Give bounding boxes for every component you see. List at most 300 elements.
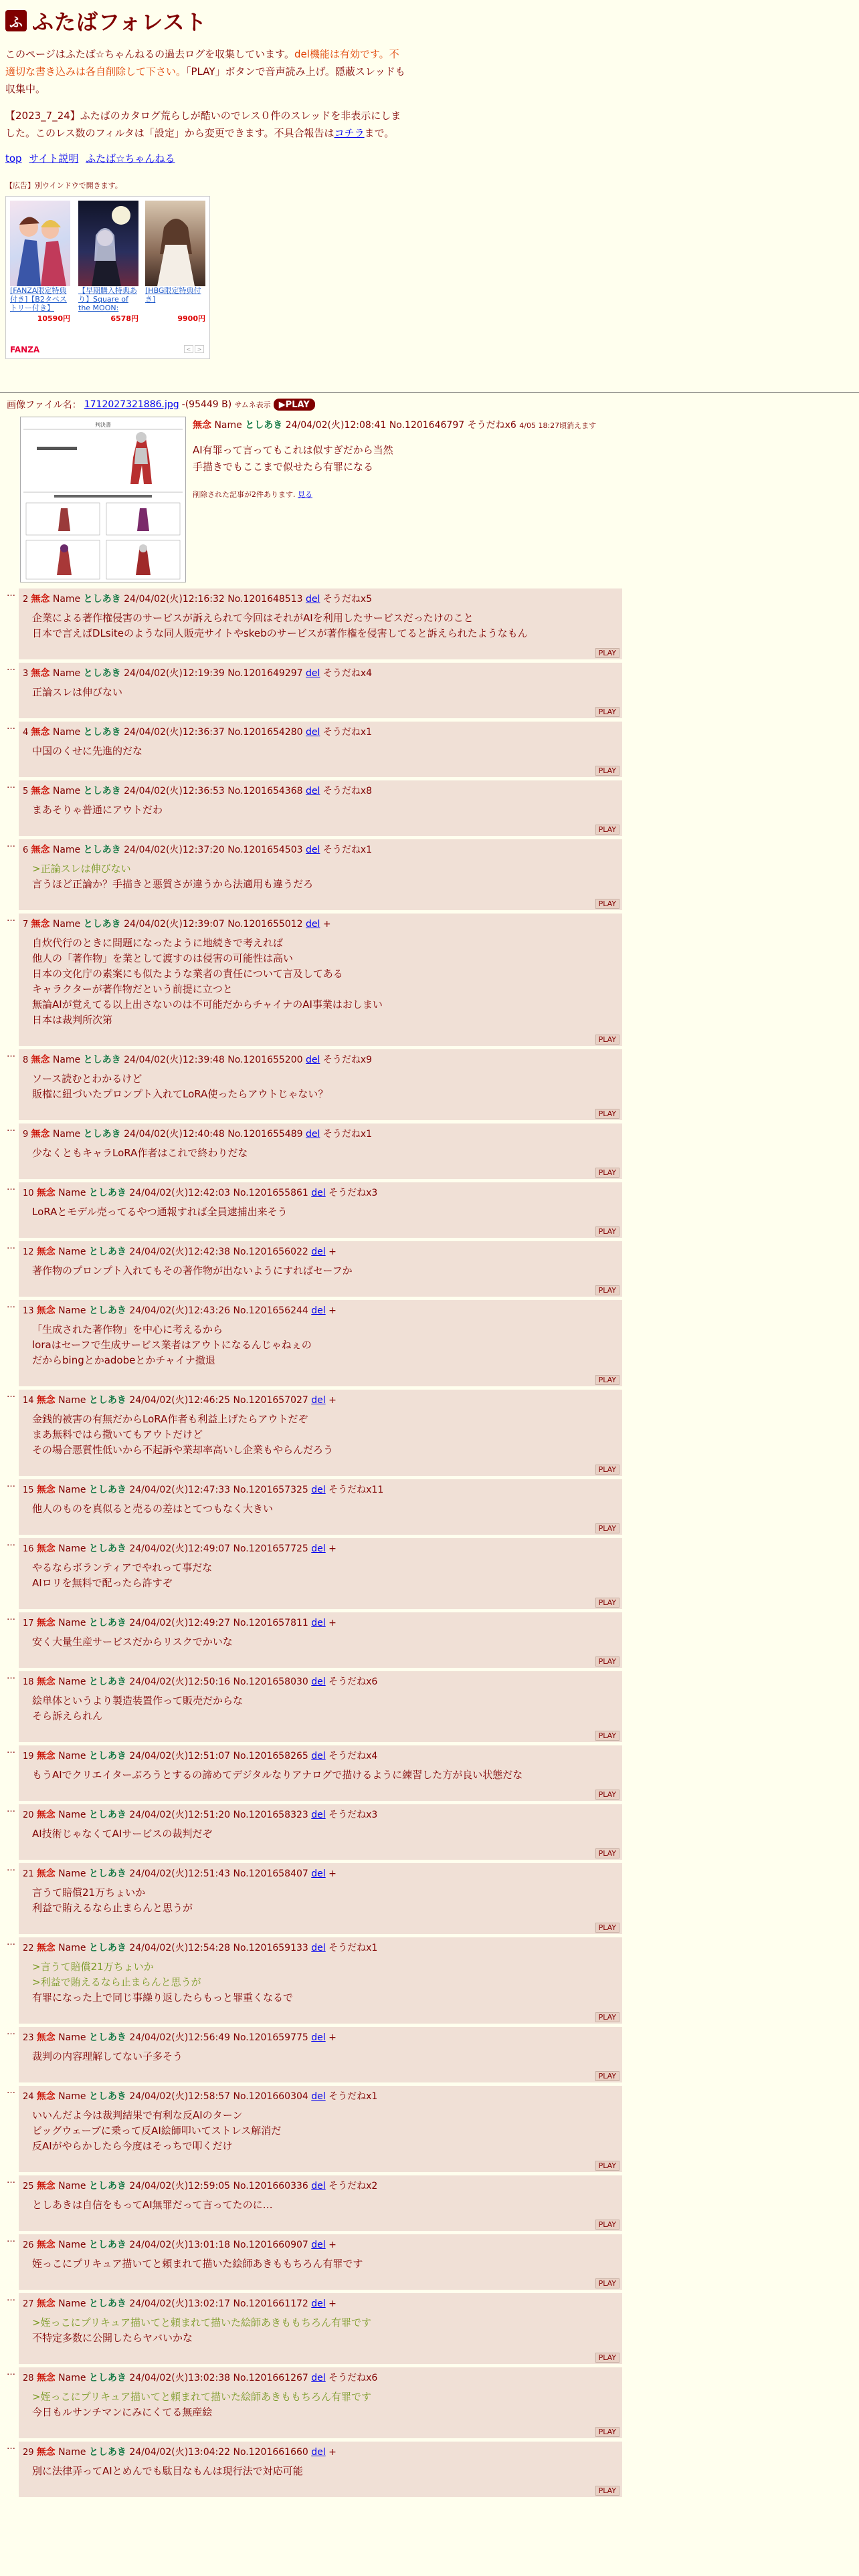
reply-datetime: 24/04/02(火)12:43:26 [129,1305,231,1316]
reply-play-button[interactable]: PLAY [595,2353,619,2363]
reply-marker: … [7,663,15,673]
reply-line: キャラクターが著作物だという前提に立つと [32,983,233,995]
play-button[interactable]: ▶PLAY [274,399,315,411]
reply-number: 10 [23,1188,37,1198]
top-link[interactable]: top [5,152,22,165]
reply-play-button[interactable]: PLAY [595,1656,619,1667]
reply-play-button[interactable]: PLAY [595,707,619,717]
reply-header [19,1612,622,1629]
op-body [193,442,393,475]
reply-post [7,1863,622,1934]
reply-marker: … [7,2086,15,2096]
op-subject: 無念 [193,420,211,431]
reply-number: 26 [23,2240,37,2250]
reply-datetime: 24/04/02(火)13:02:17 [129,2298,231,2309]
delete-link[interactable]: del [306,786,320,796]
sodane-button[interactable]: そうだねx11 [328,1485,384,1495]
reply-header [19,1300,622,1317]
sodane-button[interactable]: そうだねx3 [328,1810,378,1820]
op-name-label: Name [214,420,242,431]
reply-box [19,1538,622,1609]
reply-subject: 無念 [31,1129,50,1140]
delete-link[interactable]: del [306,594,320,605]
reply-name-label: Name [58,1395,86,1406]
op-thumbnail[interactable] [20,417,186,582]
reply-play-button[interactable]: PLAY [595,1523,619,1533]
delete-link[interactable]: del [311,2240,326,2250]
reply-name: としあき [88,1751,126,1761]
reply-datetime: 24/04/02(火)12:19:39 [124,668,225,679]
sodane-button[interactable]: + [328,1395,337,1406]
reply-play-button[interactable]: PLAY [595,2071,619,2081]
reply-datetime: 24/04/02(火)12:58:57 [129,2091,231,2102]
ad-image-1[interactable] [10,201,70,286]
reply-subject: 無念 [31,668,50,679]
delete-link[interactable]: del [306,919,320,930]
reply-post [7,2367,622,2438]
reply-name-label: Name [52,845,81,855]
delete-link[interactable]: del [306,1129,320,1140]
ad-text-3[interactable]: [HBG限定特典付き] [145,286,201,304]
reply-play-button[interactable]: PLAY [595,766,619,776]
reply-line: 絵単体というより製造装置作って販売だからな [32,1695,244,1707]
reply-subject: 無念 [36,1751,56,1761]
deleted-note [193,489,312,500]
reply-box [19,1479,622,1535]
reply-body [19,1066,622,1102]
reply-post [7,1804,622,1860]
reply-play-button[interactable]: PLAY [595,1375,619,1385]
reply-line: 企業による著作権侵害のサービスが訴えられて今回はそれがAIを利用したサービスだったけのこと [32,612,474,624]
reply-number: 21 [23,1869,37,1879]
reply-post-no: No.1201657325 [233,1485,308,1495]
reply-body [19,1317,622,1368]
delete-link[interactable]: del [311,2373,326,2383]
sodane-button[interactable]: そうだねx1 [322,845,373,855]
reply-subject: 無念 [36,1810,56,1820]
sodane-button[interactable]: + [328,1543,337,1554]
reply-number: 9 [23,1130,31,1140]
reply-marker: … [7,1745,15,1755]
reply-line: 著作物のプロンプト入れてもその著作物が出ないようにすればセーフか [32,1265,353,1277]
delete-link[interactable]: del [311,1305,326,1316]
reply-post-no: No.1201657811 [233,1618,308,1628]
reply-name: としあき [88,2091,126,2102]
intro-line-1c: 「PLAY」ボタンで音声読み上げ。隠蔽スレッドも収集中。 [5,66,405,95]
reply-number: 29 [23,2448,37,2458]
ad-image-3[interactable] [145,201,205,286]
reply-line: 有罪になった上で同じ事繰り返したらもっと罪重くなるで [32,1992,293,2004]
reply-subject: 無念 [36,2181,56,2191]
reply-subject: 無念 [36,1943,56,1953]
reply-name-label: Name [58,2240,86,2250]
sodane-button[interactable]: そうだねx1 [322,1129,373,1140]
reply-subject: 無念 [31,1055,50,1065]
reply-datetime: 24/04/02(火)12:39:48 [124,1055,225,1065]
reply-box [19,1804,622,1860]
reply-name-label: Name [52,668,81,679]
delete-link[interactable]: del [306,1055,320,1065]
reply-header [19,1049,622,1066]
reply-play-button[interactable]: PLAY [595,2161,619,2171]
reply-play-button[interactable]: PLAY [595,1226,619,1237]
reply-play-button[interactable]: PLAY [595,2427,619,2437]
reply-post-no: No.1201654503 [227,845,303,855]
sodane-button[interactable]: + [328,1868,337,1879]
reply-datetime: 24/04/02(火)12:16:32 [124,594,225,605]
reply-play-button[interactable]: PLAY [595,1109,619,1119]
reply-marker: … [7,1479,15,1489]
sodane-button[interactable]: そうだねx4 [322,668,373,679]
reply-marker: … [7,1671,15,1681]
reply-datetime: 24/04/02(火)12:49:07 [129,1543,231,1554]
reply-box [19,1863,622,1934]
sodane-button[interactable]: そうだねx5 [322,594,373,605]
ad-image-2[interactable] [78,201,138,286]
reply-line: そら訴えられん [32,1710,103,1722]
reply-play-button[interactable]: PLAY [595,2220,619,2230]
reply-box [19,780,622,836]
reply-number: 12 [23,1247,37,1257]
reply-marker: … [7,1804,15,1814]
reply-name-label: Name [52,1055,81,1065]
thread-op [7,398,856,499]
reply-post-no: No.1201660304 [233,2091,308,2102]
reply-line: 姪っこにプリキュア描いてと頼まれて描いた絵師あきももちろん有罪です [32,2258,363,2270]
reply-body [19,1140,622,1161]
sodane-button[interactable]: そうだねx3 [328,1188,378,1198]
reply-name-label: Name [58,1618,86,1628]
reply-datetime: 24/04/02(火)12:40:48 [124,1129,225,1140]
delete-link[interactable]: del [311,1943,326,1953]
op-sodane[interactable]: そうだねx6 [467,420,516,431]
sodane-button[interactable]: そうだねx6 [328,1677,378,1687]
reply-body [19,2251,622,2272]
reply-marker: … [7,2293,15,2303]
reply-post [7,1123,622,1179]
reply-post-no: No.1201654368 [227,786,303,796]
reply-post [7,1538,622,1609]
reply-play-button[interactable]: PLAY [595,1848,619,1858]
reply-post [7,1745,622,1801]
sodane-button[interactable]: + [328,1618,337,1628]
reply-play-button[interactable]: PLAY [595,1035,619,1045]
reply-play-button[interactable]: PLAY [595,1168,619,1178]
reply-body [19,2044,622,2064]
reply-number: 7 [23,920,31,930]
site-title: ふたばフォレスト [32,9,207,35]
ad-box[interactable] [5,196,210,359]
reply-post-no: No.1201661172 [233,2298,308,2309]
delete-link[interactable]: del [311,1485,326,1495]
ad-text-1[interactable]: [FANZA限定特典付き]【B2タペストリー付き】 [10,286,67,312]
reply-subject: 無念 [36,2298,56,2309]
reply-marker: … [7,2027,15,2037]
reply-play-button[interactable]: PLAY [595,899,619,909]
reply-body [19,2458,622,2479]
reply-body [19,738,622,759]
reply-box [19,1300,622,1386]
reply-subject: 無念 [36,2447,56,2458]
thumb-note: サムネ表示 [234,401,271,409]
reply-subject: 無念 [31,845,50,855]
reply-marker: … [7,839,15,849]
reply-number: 4 [23,728,31,738]
intro-line-1a: このページはふたば☆ちゃんねるの過去ログを収集しています。 [5,48,294,60]
reply-play-button[interactable]: PLAY [595,825,619,835]
reply-name: としあき [88,1188,126,1198]
delete-link[interactable]: del [311,1677,326,1687]
reply-post [7,2027,622,2082]
sodane-button[interactable]: + [328,2240,337,2250]
quote-line: >姪っこにプリキュア描いてと頼まれて描いた絵師あきももちろん有罪です [32,2391,371,2403]
reply-line: 言うほど正論か？手描きと悪質さが違うから法適用も違うだろ [32,878,314,890]
delete-link[interactable]: del [311,1810,326,1820]
delete-link[interactable]: del [311,1868,326,1879]
reply-subject: 無念 [31,919,50,930]
reply-number: 14 [23,1396,37,1406]
reply-subject: 無念 [36,1485,56,1495]
reply-play-button[interactable]: PLAY [595,648,619,658]
reply-name: としあき [88,2181,126,2191]
thread-divider [0,392,859,393]
reply-box [19,2234,622,2290]
sodane-button[interactable]: そうだねx6 [328,2373,378,2383]
reply-datetime: 24/04/02(火)12:59:05 [129,2181,231,2191]
quote-line: >正論スレは伸びない [32,863,131,875]
site-logo-icon[interactable]: ふ [5,10,27,31]
ad-brand-logo: FANZA [10,345,40,354]
reply-name: としあき [83,668,121,679]
reply-line: 中国のくせに先進的だな [32,745,143,757]
reply-post-no: No.1201655489 [227,1129,303,1140]
reply-play-button[interactable]: PLAY [595,1790,619,1800]
reply-name-label: Name [58,2447,86,2458]
file-label: 画像ファイル名： [7,400,82,411]
quote-line: >言うて賠償21万ちょいか [32,1961,154,1973]
reply-marker: … [7,780,15,790]
reply-marker: … [7,2175,15,2185]
svg-text:判決書: 判決書 [95,422,111,428]
reply-datetime: 24/04/02(火)12:36:37 [124,727,225,738]
reply-post-no: No.1201656244 [233,1305,308,1316]
reply-play-button[interactable]: PLAY [595,1731,619,1741]
sodane-button[interactable]: そうだねx8 [322,786,373,796]
reply-line: 正論スレは伸びない [32,686,123,698]
notice-body: 【2023_7_24】ふたばのカタログ荒らしが酷いのでレス０件のスレッドを非表示にしました。このレス数のフィルタは「設定」から変更できます。不具合報告は [5,110,401,139]
reply-name-label: Name [58,2298,86,2309]
reply-marker: … [7,1863,15,1873]
reply-play-button[interactable]: PLAY [595,2486,619,2496]
delete-link[interactable]: del [311,2091,326,2102]
delete-link[interactable]: del [306,845,320,855]
deleted-note-text: 削除された記事が2件あります. [193,490,296,499]
sodane-button[interactable]: + [328,2032,337,2043]
reply-post-no: No.1201657027 [233,1395,308,1406]
reply-play-button[interactable]: PLAY [595,2278,619,2288]
nav-links [5,151,852,165]
reply-box [19,839,622,910]
sodane-button[interactable]: そうだねx1 [328,1943,378,1953]
reply-subject: 無念 [36,1543,56,1554]
show-deleted-link[interactable]: 見る [298,490,312,499]
file-info [7,398,856,411]
reply-name: としあき [83,1055,121,1065]
page-header [0,0,859,359]
reply-name: としあき [83,1129,121,1140]
delete-link[interactable]: del [311,2032,326,2043]
delete-link[interactable]: del [311,1618,326,1628]
reply-name-label: Name [58,1543,86,1554]
reply-marker: … [7,1123,15,1134]
reply-line: いいんだよ今は裁判結果で有利な反AIのターン [32,2109,243,2121]
reply-play-button[interactable]: PLAY [595,1598,619,1608]
file-link[interactable]: 1712027321886.jpg [84,399,179,410]
ad-prev-icon[interactable]: < [184,345,193,353]
reply-name: としあき [88,1618,126,1628]
reply-post-no: No.1201657725 [233,1543,308,1554]
reply-header [19,2234,622,2251]
reply-line: 別に法律弄ってAIとめんでも駄目なもんは現行法で対応可能 [32,2465,303,2477]
reply-header [19,1671,622,1688]
reply-header [19,1538,622,1555]
sodane-button[interactable]: + [322,919,331,930]
ad-text-2[interactable]: 【早期購入特典あり】Square of the MOON: [78,286,137,312]
reply-marker: … [7,2442,15,2452]
reply-body [19,605,622,641]
reply-box [19,1671,622,1742]
reply-datetime: 24/04/02(火)12:36:53 [124,786,225,796]
reply-header [19,1745,622,1762]
delete-link[interactable]: del [311,1188,326,1198]
delete-link[interactable]: del [311,1543,326,1554]
op-datetime: 24/04/02(火)12:08:41 [285,420,387,431]
notice-end: まで。 [364,127,395,139]
delete-link[interactable]: del [311,1395,326,1406]
reply-line: 自炊代行のときに問題になったように地続きで考えれば [32,937,284,949]
quote-line: >姪っこにプリキュア描いてと頼まれて描いた絵師あきももちろん有罪です [32,2317,371,2329]
ad-price-2: 6578円 [110,314,138,323]
sodane-button[interactable]: そうだねx2 [328,2181,378,2191]
reply-post-no: No.1201656022 [233,1247,308,1257]
reply-name-label: Name [52,1129,81,1140]
sodane-button[interactable]: そうだねx4 [328,1751,378,1761]
reply-post [7,914,622,1046]
futaba-link[interactable]: ふたば☆ちゃんねる [86,152,175,165]
reply-name-label: Name [58,1305,86,1316]
sodane-button[interactable]: + [328,1305,337,1316]
reply-line: 利益で賄えるなら止まらんと思うが [32,1902,193,1914]
reply-post-no: No.1201658407 [233,1868,308,1879]
reply-play-button[interactable]: PLAY [595,1923,619,1933]
reply-header [19,1390,622,1406]
ad-label: 【広告】別ウインドウで開きます。 [5,181,122,190]
reply-subject: 無念 [36,1247,56,1257]
reply-name-label: Name [58,2091,86,2102]
reply-header [19,722,622,738]
reply-header [19,2086,622,2103]
reply-name-label: Name [58,2373,86,2383]
reply-play-button[interactable]: PLAY [595,2012,619,2022]
reply-number: 17 [23,1618,37,1628]
ad-next-icon[interactable]: > [195,345,204,353]
reply-line: ソース読むとわかるけど [32,1073,142,1085]
delete-link[interactable]: del [311,1751,326,1761]
reply-line: 日本の文化庁の素案にも似たような業者の責任について言及してある [32,968,343,980]
delete-link[interactable]: del [311,2447,326,2458]
reply-post [7,2293,622,2364]
sodane-button[interactable]: + [328,2447,337,2458]
reply-marker: … [7,2234,15,2244]
reply-name-label: Name [58,1751,86,1761]
reply-box [19,722,622,777]
reply-play-button[interactable]: PLAY [595,1285,619,1295]
reply-post [7,1612,622,1668]
reply-name-label: Name [52,594,81,605]
reply-line: 反AIがやらかしたら今度はそっちで叩くだけ [32,2140,233,2152]
reply-name: としあき [83,594,121,605]
report-link[interactable]: コチラ [334,127,365,139]
delete-link[interactable]: del [311,2181,326,2191]
delete-link[interactable]: del [311,1247,326,1257]
reply-body [19,1496,622,1517]
reply-line: AI技術じゃなくてAIサービスの裁判だぞ [32,1828,213,1840]
reply-subject: 無念 [36,2091,56,2102]
reply-number: 8 [23,1055,31,1065]
reply-post [7,1671,622,1742]
reply-line: もうAIでクリエイターぶろうとするの諦めてデジタルなりアナログで描けるように練習した方が良い状態だな [32,1769,523,1781]
sodane-button[interactable]: そうだねx9 [322,1055,373,1065]
site-description-link[interactable]: サイト説明 [29,152,79,165]
delete-link[interactable]: del [306,668,320,679]
sodane-button[interactable]: + [328,2298,337,2309]
reply-name: としあき [88,1677,126,1687]
reply-body [19,679,622,700]
reply-datetime: 24/04/02(火)12:46:25 [129,1395,231,1406]
reply-play-button[interactable]: PLAY [595,1465,619,1475]
delete-link[interactable]: del [306,727,320,738]
reply-post-no: No.1201655861 [233,1188,308,1198]
reply-line: 安く大量生産サービスだからリスクでかいな [32,1636,233,1648]
reply-body [19,1258,622,1279]
delete-link[interactable]: del [311,2298,326,2309]
reply-name: としあき [83,919,121,930]
reply-line: まあ無料ではら撒いてもアウトだけど [32,1428,203,1440]
op-body-line-2: 手描きでもここまで似せたら有罪になる [193,461,374,473]
reply-name: としあき [83,845,121,855]
reply-post [7,839,622,910]
reply-number: 20 [23,1810,37,1820]
reply-name: としあき [83,786,121,796]
reply-subject: 無念 [36,1305,56,1316]
reply-number: 13 [23,1306,37,1316]
sodane-button[interactable]: + [328,1247,337,1257]
notice-text [5,107,407,142]
sodane-button[interactable]: そうだねx1 [322,727,373,738]
reply-header [19,1182,622,1199]
reply-body [19,1954,622,2006]
reply-line: まあそりゃ普通にアウトだわ [32,804,163,816]
reply-number: 28 [23,2373,37,2383]
reply-line: 「生成された著作物」を中心に考えるから [32,1323,223,1335]
reply-marker: … [7,722,15,732]
op-no: No.1201646797 [389,420,465,431]
reply-post-no: No.1201649297 [227,668,303,679]
reply-line: 他人の「著作物」を業として渡すのは侵害の可能性は高い [32,952,294,964]
reply-header [19,2027,622,2044]
reply-name-label: Name [52,727,81,738]
sodane-button[interactable]: そうだねx1 [328,2091,378,2102]
